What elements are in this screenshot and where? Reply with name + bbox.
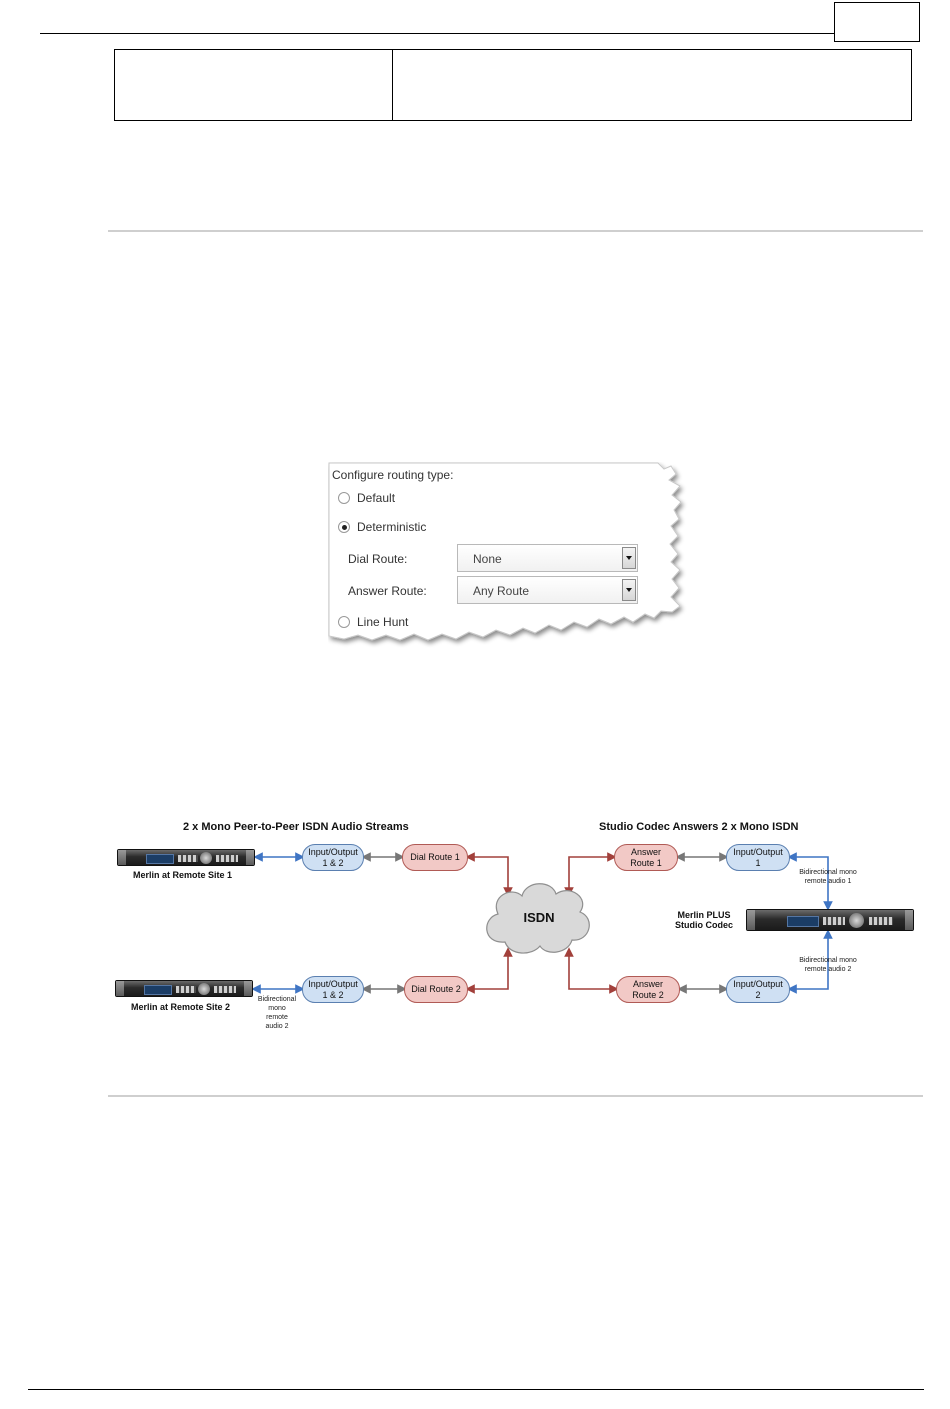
diagram-right-title: Studio Codec Answers 2 x Mono ISDN xyxy=(599,821,799,833)
codec-device-icon xyxy=(746,909,914,931)
note-studio-audio-1: Bidirectional mono remote audio 1 xyxy=(799,869,857,885)
dial-route-label: Dial Route: xyxy=(348,552,408,566)
radio-button-icon[interactable] xyxy=(338,521,350,533)
diagram-left-title: 2 x Mono Peer-to-Peer ISDN Audio Streams xyxy=(183,821,409,833)
header-rule xyxy=(40,33,834,34)
page-number-box xyxy=(834,2,920,42)
table-column-divider xyxy=(392,49,393,121)
panel-heading: Configure routing type: xyxy=(332,468,454,482)
isdn-label: ISDN xyxy=(523,910,555,925)
footer-rule xyxy=(28,1389,924,1390)
node-dial-route-1: Dial Route 1 xyxy=(402,844,468,871)
node-answer-route-2: Answer Route 2 xyxy=(616,976,680,1003)
node-dial-route-2: Dial Route 2 xyxy=(404,976,468,1003)
radio-button-icon[interactable] xyxy=(338,616,350,628)
option-deterministic-label[interactable]: Deterministic xyxy=(357,520,427,534)
isdn-routing-diagram xyxy=(0,800,950,1060)
answer-route-value: Any Route xyxy=(473,584,530,598)
node-input-output-right-1: Input/Output 1 xyxy=(726,844,790,871)
option-line-hunt-label[interactable]: Line Hunt xyxy=(357,615,409,629)
radio-button-icon[interactable] xyxy=(338,492,350,504)
dial-route-value: None xyxy=(473,552,502,566)
dropdown-arrow-icon[interactable] xyxy=(622,547,636,569)
note-studio-audio-2: Bidirectional mono remote audio 2 xyxy=(799,957,857,973)
option-default-label[interactable]: Default xyxy=(357,491,396,505)
section-divider xyxy=(108,1095,923,1097)
table xyxy=(114,49,912,121)
node-input-output-left-2: Input/Output 1 & 2 xyxy=(302,976,364,1003)
codec-device-icon xyxy=(115,980,253,997)
dial-route-select[interactable] xyxy=(457,544,638,572)
studio-codec-label: Merlin PLUS Studio Codec xyxy=(675,910,733,930)
answer-route-label: Answer Route: xyxy=(348,584,427,598)
routing-config-panel xyxy=(328,462,690,654)
node-input-output-right-2: Input/Output 2 xyxy=(726,976,790,1003)
node-input-output-left-1: Input/Output 1 & 2 xyxy=(302,844,364,871)
note-site2-audio: Bidirectional mono remote audio 2 xyxy=(257,996,297,1030)
section-divider xyxy=(108,230,923,232)
codec-device-icon xyxy=(117,849,255,866)
answer-route-select[interactable] xyxy=(457,576,638,604)
site1-label: Merlin at Remote Site 1 xyxy=(133,870,233,880)
site2-label: Merlin at Remote Site 2 xyxy=(131,1002,231,1012)
node-answer-route-1: Answer Route 1 xyxy=(614,844,678,871)
dropdown-arrow-icon[interactable] xyxy=(622,579,636,601)
